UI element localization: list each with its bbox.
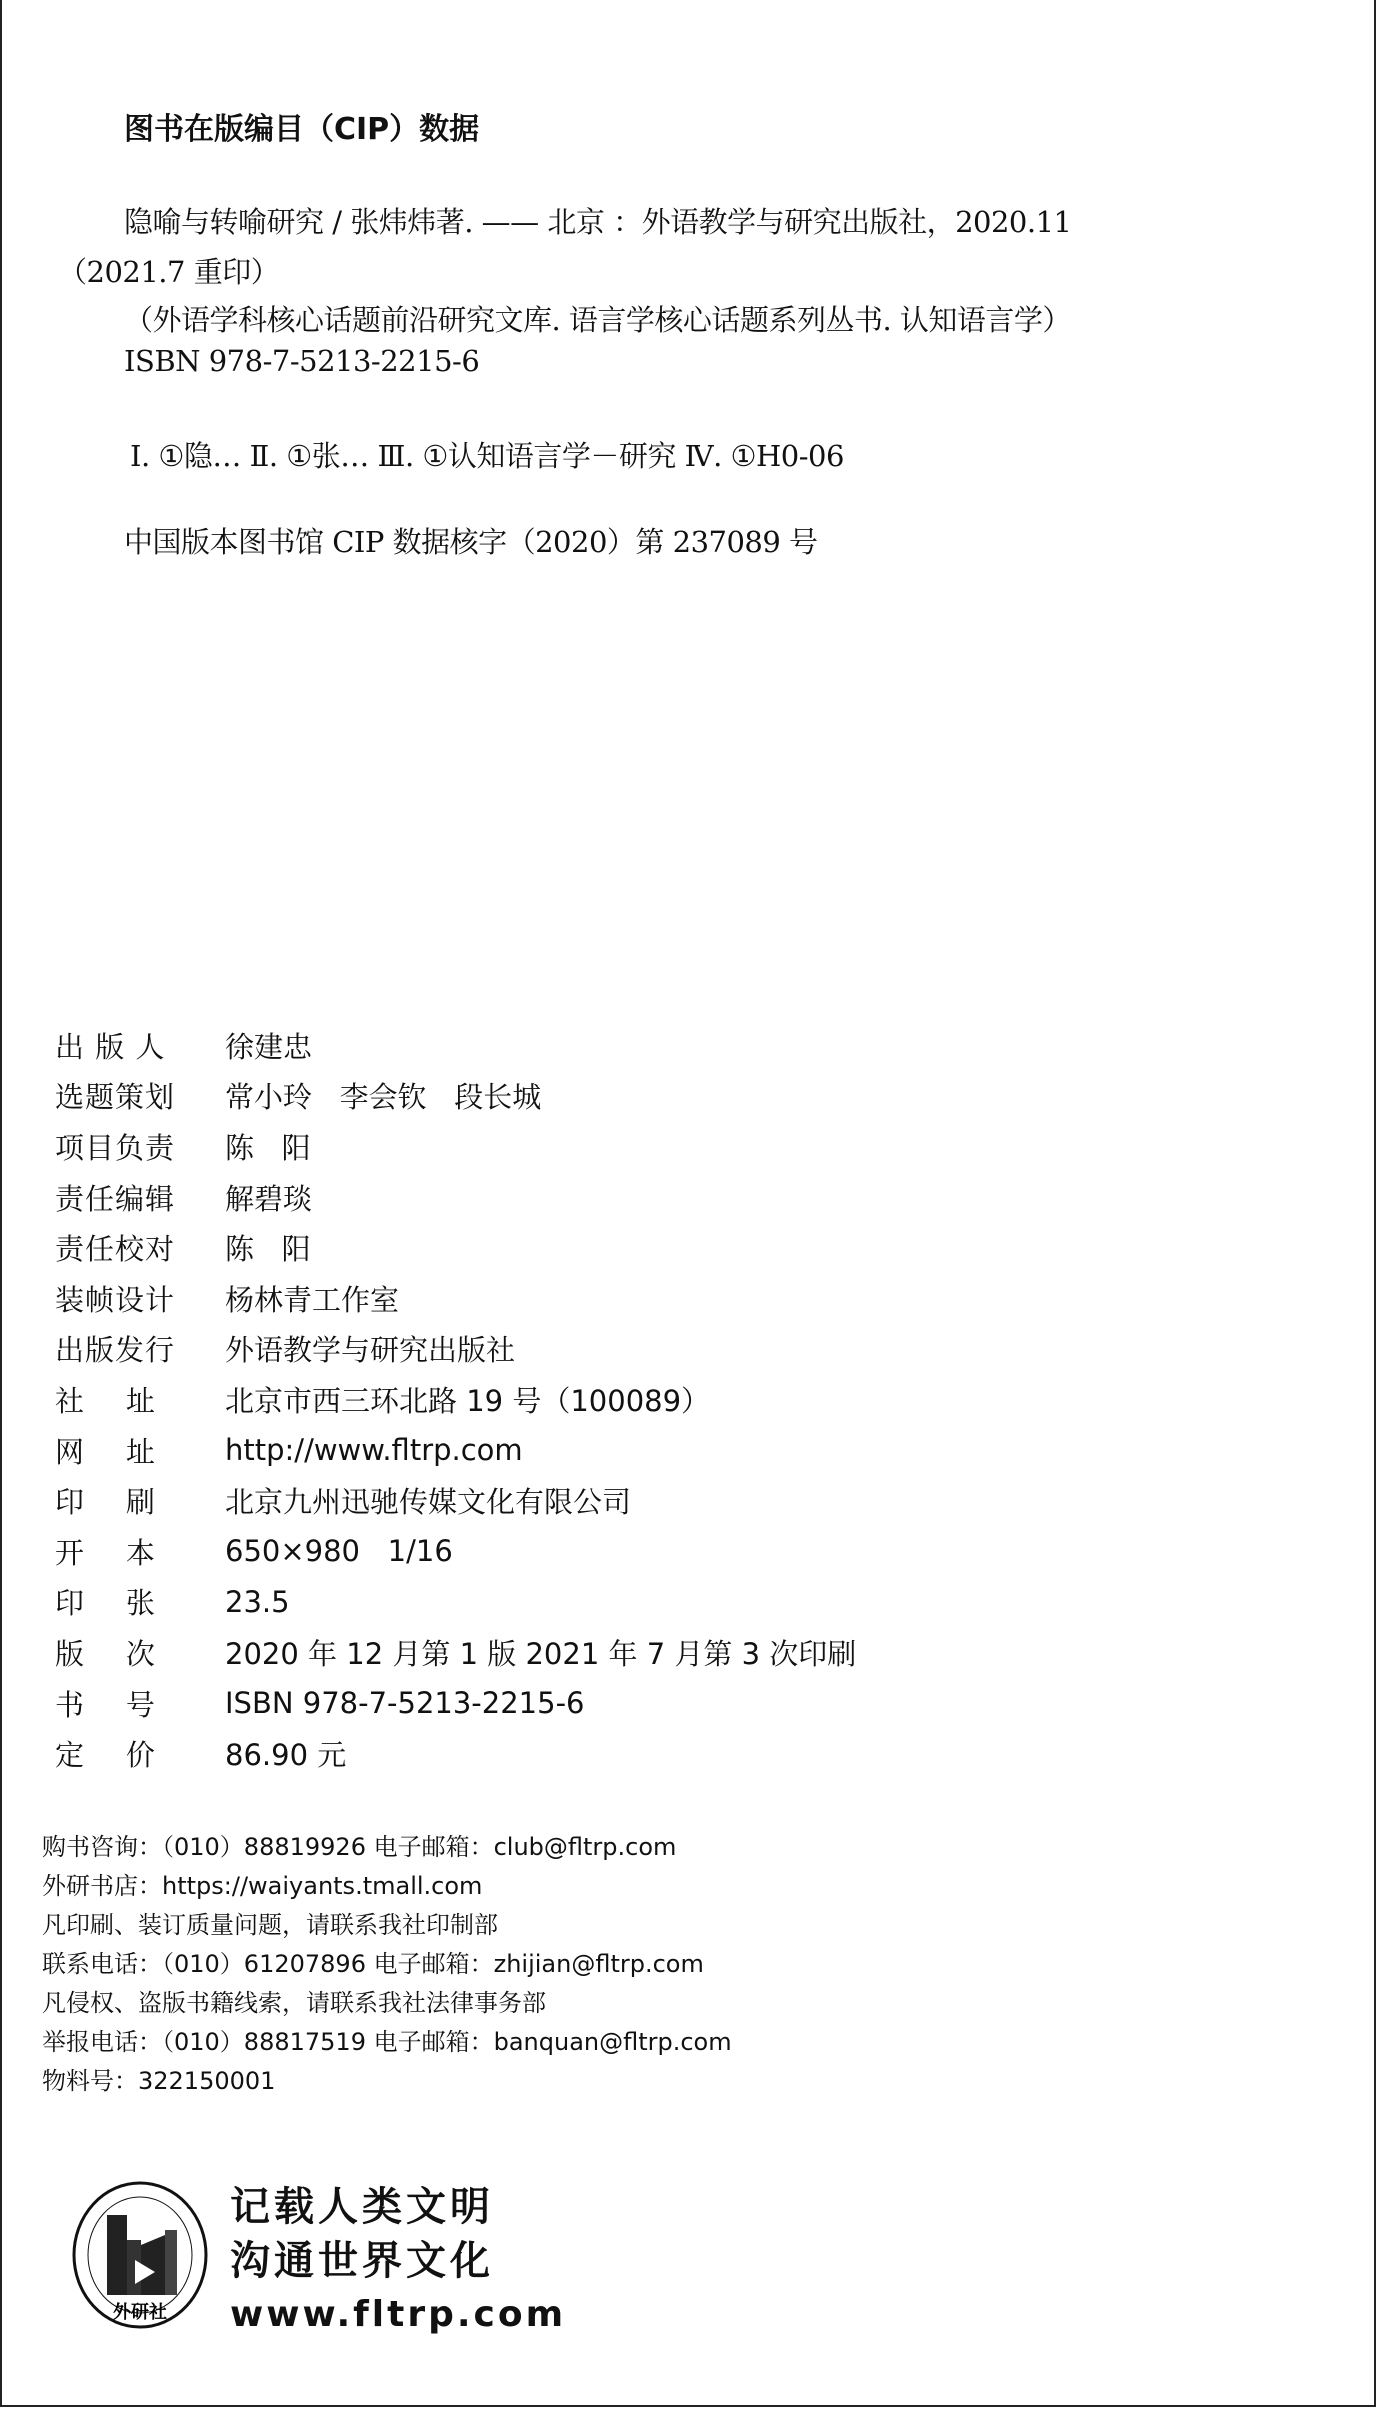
contact-line: 外研书店：https://waiyants.tmall.com bbox=[42, 1872, 483, 1900]
contact-info bbox=[42, 1828, 732, 2101]
contact-line: 购书咨询：（010）88819926 电子邮箱：club@fltrp.com bbox=[42, 1833, 677, 1861]
detail-row bbox=[55, 1273, 856, 1324]
publication-details bbox=[55, 1020, 856, 1779]
detail-value: 解碧琰 bbox=[225, 1181, 313, 1216]
detail-value: 陈 阳 bbox=[225, 1130, 311, 1165]
detail-row bbox=[55, 1627, 856, 1678]
detail-value: 陈 阳 bbox=[225, 1232, 311, 1267]
contact-line: 物料号：322150001 bbox=[42, 2067, 276, 2095]
cip-heading: 图书在版编目（CIP）数据 bbox=[124, 112, 480, 147]
detail-value: ISBN 978-7-5213-2215-6 bbox=[225, 1686, 585, 1721]
detail-label: 出版发行 bbox=[55, 1333, 176, 1368]
detail-value: 外语教学与研究出版社 bbox=[225, 1333, 516, 1368]
cip-record-number: 中国版本图书馆 CIP 数据核字（2020）第 237089 号 bbox=[124, 525, 818, 559]
detail-label: 印 刷 bbox=[55, 1485, 156, 1520]
detail-value: 北京市西三环北路 19 号（100089） bbox=[225, 1383, 711, 1418]
detail-row bbox=[55, 1071, 856, 1122]
detail-label: 定 价 bbox=[55, 1738, 156, 1773]
cip-line-1: 隐喻与转喻研究 / 张炜炜著. —— 北京 ：外语教学与研究出版社，2020.11 bbox=[124, 205, 1072, 239]
contact-line: 举报电话：（010）88817519 电子邮箱：banquan@fltrp.com bbox=[42, 2028, 732, 2056]
publisher-seal-icon bbox=[65, 2160, 215, 2335]
detail-value: 徐建忠 bbox=[225, 1029, 313, 1064]
detail-value: 23.5 bbox=[225, 1584, 290, 1619]
contact-line: 凡印刷、装订质量问题，请联系我社印制部 bbox=[42, 1911, 498, 1939]
slogan-url: www.fltrp.com bbox=[230, 2294, 567, 2335]
detail-label: 选题策划 bbox=[55, 1080, 176, 1115]
detail-label: 开 本 bbox=[55, 1535, 156, 1570]
detail-label: 装帧设计 bbox=[55, 1282, 176, 1317]
detail-label: 社 址 bbox=[55, 1383, 156, 1418]
detail-value: 杨林青工作室 bbox=[225, 1282, 400, 1317]
detail-label: 印 张 bbox=[55, 1586, 156, 1621]
detail-row bbox=[55, 1475, 856, 1526]
detail-value: 2020 年 12 月第 1 版 2021 年 7 月第 3 次印刷 bbox=[225, 1636, 857, 1671]
website-link[interactable]: http://www.fltrp.com bbox=[225, 1433, 523, 1468]
detail-row bbox=[55, 1222, 856, 1273]
detail-label: 出 版 人 bbox=[55, 1029, 166, 1064]
detail-row bbox=[55, 1020, 856, 1071]
detail-label: 责任校对 bbox=[55, 1232, 176, 1267]
publisher-logo-block bbox=[65, 2160, 567, 2335]
publisher-slogan bbox=[230, 2180, 566, 2342]
detail-label: 责任编辑 bbox=[55, 1181, 176, 1216]
detail-value: 北京九州迅驰传媒文化有限公司 bbox=[225, 1485, 632, 1520]
contact-line: 联系电话：（010）61207896 电子邮箱：zhijian@fltrp.com bbox=[42, 1950, 704, 1978]
detail-row bbox=[55, 1172, 856, 1223]
detail-row bbox=[55, 1374, 856, 1425]
slogan-line-2: 沟通世界文化 bbox=[230, 2238, 494, 2284]
detail-row bbox=[55, 1425, 856, 1476]
detail-value: 常小玲 李会钦 段长城 bbox=[225, 1080, 542, 1115]
contact-line: 凡侵权、盗版书籍线索，请联系我社法律事务部 bbox=[42, 1989, 546, 2017]
detail-row bbox=[55, 1728, 856, 1779]
detail-row bbox=[55, 1577, 856, 1628]
detail-row bbox=[55, 1678, 856, 1729]
detail-label: 网 址 bbox=[55, 1434, 156, 1469]
cip-classification: Ⅰ. ①隐… Ⅱ. ①张… Ⅲ. ①认知语言学－研究 Ⅳ. ①H0-06 bbox=[130, 439, 844, 473]
cip-line-2: （2021.7 重印） bbox=[58, 255, 280, 289]
slogan-line-1: 记载人类文明 bbox=[230, 2184, 494, 2230]
svg-text:外研社: 外研社 bbox=[113, 2302, 167, 2323]
detail-value: 86.90 元 bbox=[225, 1738, 347, 1773]
detail-value: 650×980 1/16 bbox=[225, 1534, 453, 1569]
detail-label: 项目负责 bbox=[55, 1130, 176, 1165]
detail-label: 书 号 bbox=[55, 1687, 156, 1722]
cip-series: （外语学科核心话题前沿研究文库. 语言学核心话题系列丛书. 认知语言学） bbox=[124, 303, 1071, 337]
detail-row bbox=[55, 1324, 856, 1375]
cip-isbn: ISBN 978-7-5213-2215-6 bbox=[124, 344, 480, 378]
detail-row bbox=[55, 1526, 856, 1577]
detail-row bbox=[55, 1121, 856, 1172]
detail-label: 版 次 bbox=[55, 1636, 156, 1671]
